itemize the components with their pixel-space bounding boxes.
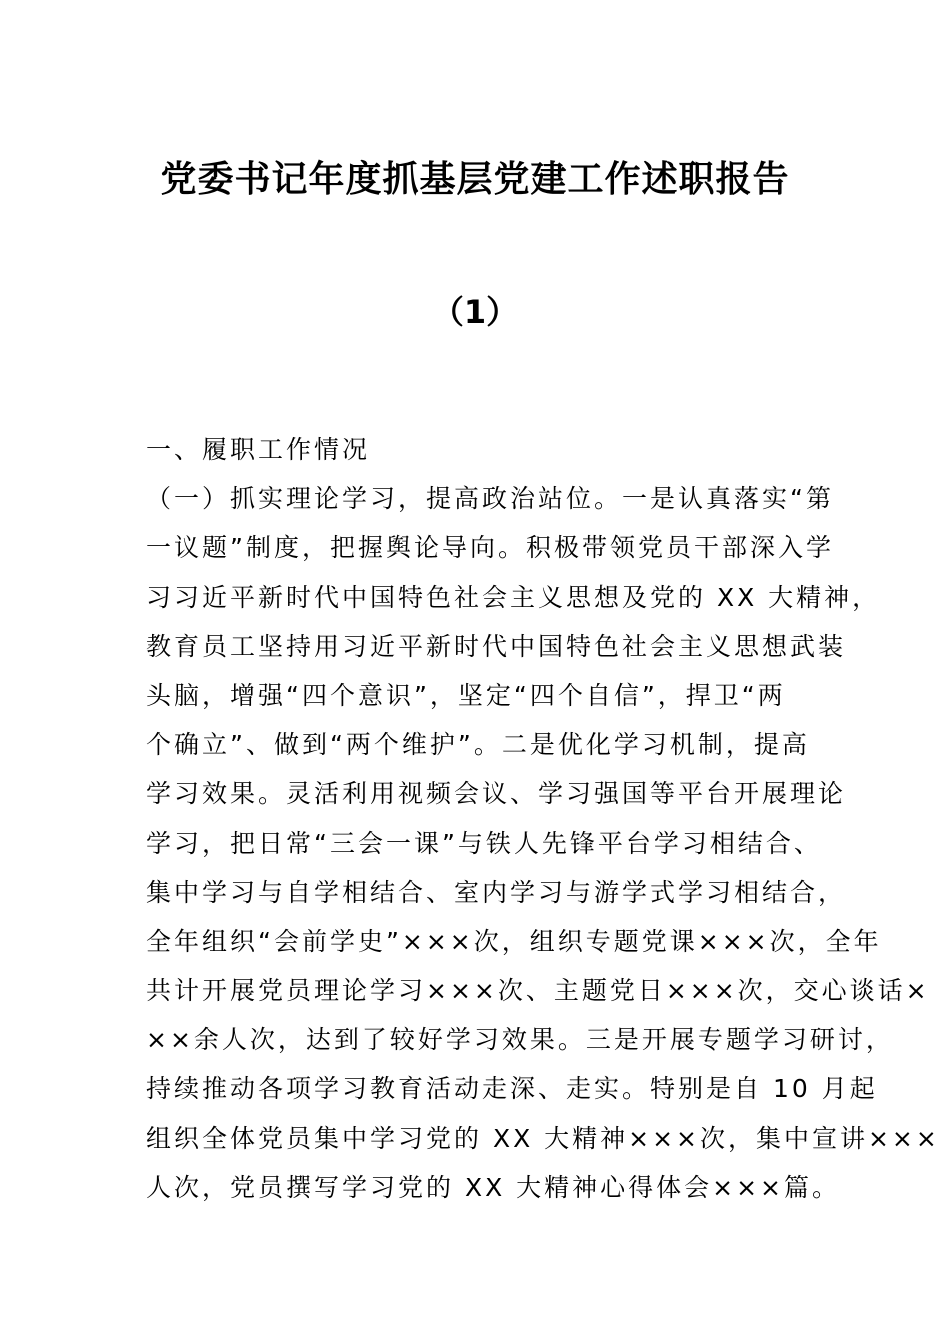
paragraph-line: （一）抓实理论学习，提高政治站位。一是认真落实“第 (146, 484, 834, 514)
paragraph-line: 集中学习与自学相结合、室内学习与游学式学习相结合， (146, 877, 847, 907)
paragraph-line: 头脑，增强“四个意识”，坚定“四个自信”，捍卫“两 (146, 680, 786, 710)
paragraph-line: 持续推动各项学习教育活动走深、走实。特别是自 10 月起 (146, 1074, 878, 1104)
document-subtitle: （1） (431, 293, 519, 331)
paragraph-line: 学习，把日常“三会一课”与铁人先锋平台学习相结合、 (146, 828, 822, 858)
paragraph-line: 组织全体党员集中学习党的 XX 大精神×××次，集中宣讲××× (146, 1123, 940, 1153)
paragraph-line: 习习近平新时代中国特色社会主义思想及党的 XX 大精神， (146, 582, 881, 612)
document-title: 党委书记年度抓基层党建工作述职报告 (160, 159, 790, 200)
paragraph-line: 人次，党员撰写学习党的 XX 大精神心得体会×××篇。 (146, 1172, 840, 1202)
paragraph-line: ××余人次，达到了较好学习效果。三是开展专题学习研讨， (146, 1025, 894, 1055)
paragraph-line: 全年组织“会前学史”×××次，组织专题党课×××次，全年 (146, 926, 882, 956)
paragraph-line: 共计开展党员理论学习×××次、主题党日×××次，交心谈话× (146, 976, 930, 1006)
section-heading: 一、履职工作情况 (146, 435, 371, 464)
paragraph-line: 一议题”制度，把握舆论导向。积极带领党员干部深入学 (146, 533, 834, 563)
document-body (146, 425, 940, 1212)
paragraph-line: 学习效果。灵活利用视频会议、学习强国等平台开展理论 (146, 779, 847, 809)
paragraph-line: 个确立”、做到“两个维护”。二是优化学习机制，提高 (146, 730, 810, 760)
paragraph-line: 教育员工坚持用习近平新时代中国特色社会主义思想武装 (146, 631, 847, 661)
